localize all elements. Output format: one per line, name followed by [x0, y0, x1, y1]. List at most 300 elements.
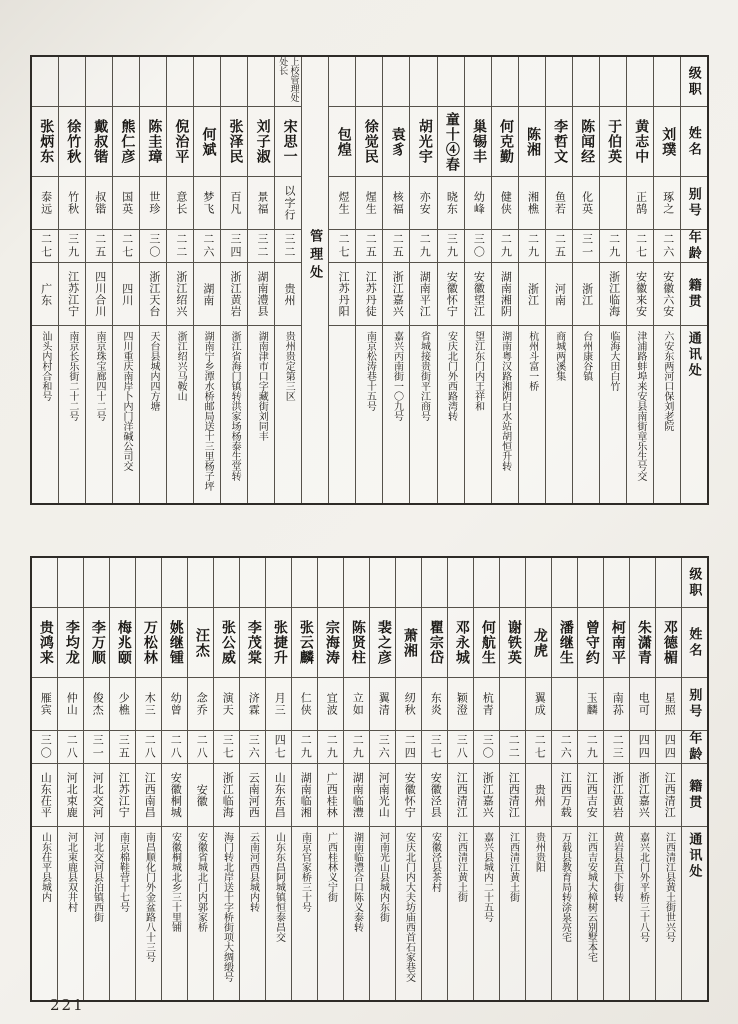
alias-cell — [188, 678, 213, 731]
native-cell — [492, 263, 518, 326]
age-cell — [573, 230, 599, 263]
header-address-label: 通讯处 — [687, 832, 703, 880]
age-text: 二八 — [195, 734, 208, 760]
address-cell — [500, 827, 525, 1000]
name-text: 贵鸿来 — [37, 620, 53, 665]
native-cell — [113, 263, 139, 326]
native-text: 山东茌平 — [39, 772, 52, 818]
address-text: 嘉兴县城内二十五号 — [481, 832, 493, 922]
address-cell — [474, 827, 499, 1000]
native-text: 江苏丹徒 — [364, 271, 377, 317]
address-text: 山东东昌阿城镇恒泰昌交 — [273, 832, 285, 942]
age-cell — [329, 230, 355, 263]
alias-cell — [573, 177, 599, 230]
alias-cell — [627, 177, 653, 230]
age-text: 二八 — [65, 734, 78, 760]
alias-cell — [59, 177, 85, 230]
name-cell — [492, 107, 518, 177]
native-text: 贵州 — [533, 783, 546, 807]
name-cell — [344, 608, 369, 678]
alias-cell — [275, 177, 301, 230]
native-cell — [162, 764, 187, 827]
name-text: 徐觉民 — [362, 119, 378, 164]
address-cell — [266, 827, 291, 1000]
name-text: 袁豸 — [389, 126, 405, 157]
address-text: 贵州贵定第三区 — [283, 331, 295, 401]
name-cell — [59, 107, 85, 177]
alias-cell — [240, 678, 265, 731]
age-text: 二七 — [120, 233, 133, 259]
rank-cell — [292, 558, 317, 608]
alias-cell — [110, 678, 135, 731]
address-cell — [58, 827, 83, 1000]
register-column — [317, 558, 343, 1000]
alias-cell — [162, 678, 187, 731]
address-text: 湖南津市口字藏街刘同丰 — [256, 331, 268, 441]
age-text: 二九 — [526, 233, 539, 259]
header-native-label: 籍贯 — [687, 779, 703, 811]
address-cell — [275, 326, 301, 503]
alias-text: 化英 — [580, 191, 593, 215]
name-text: 何斌 — [200, 126, 216, 157]
address-cell — [292, 827, 317, 1000]
address-cell — [410, 326, 436, 503]
age-cell — [113, 230, 139, 263]
age-text: 三〇 — [147, 233, 160, 259]
alias-cell — [383, 177, 409, 230]
address-text: 安徽桐城北乡三十里铺 — [169, 832, 181, 932]
age-text: 二六 — [201, 233, 214, 259]
address-cell — [110, 827, 135, 1000]
alias-text: 木三 — [143, 692, 156, 716]
age-text: 二九 — [325, 734, 338, 760]
age-cell — [370, 731, 395, 764]
alias-cell — [438, 177, 464, 230]
native-text: 浙江天台 — [147, 271, 160, 317]
alias-cell — [578, 678, 603, 731]
register-column — [213, 558, 239, 1000]
name-text: 李茂棠 — [245, 620, 261, 665]
register-column — [437, 57, 464, 503]
name-text: 陈圭璋 — [146, 119, 162, 164]
alias-cell — [422, 678, 447, 731]
age-text: 三六 — [247, 734, 260, 760]
age-cell — [500, 731, 525, 764]
age-text: 二七 — [337, 233, 350, 259]
name-text: 胡光宇 — [416, 119, 432, 164]
age-cell — [275, 230, 301, 263]
address-cell — [383, 326, 409, 503]
address-text: 杭州斗富一桥 — [526, 331, 538, 391]
register-column — [409, 57, 436, 503]
name-cell — [248, 107, 274, 177]
address-cell — [448, 827, 473, 1000]
address-cell — [578, 827, 603, 1000]
name-text: 邓德楣 — [661, 620, 677, 665]
address-text: 台州康谷镇 — [580, 331, 592, 381]
name-text: 龙虎 — [531, 627, 547, 658]
native-text: 浙江嘉兴 — [637, 772, 650, 818]
name-cell — [167, 107, 193, 177]
name-cell — [58, 608, 83, 678]
register-column — [187, 558, 213, 1000]
address-cell — [396, 827, 421, 1000]
age-text: 四四 — [637, 734, 650, 760]
name-text: 柯南平 — [609, 620, 625, 665]
name-cell — [318, 608, 343, 678]
register-column — [193, 57, 220, 503]
age-cell — [474, 731, 499, 764]
alias-text: 星照 — [663, 692, 676, 716]
register-column — [395, 558, 421, 1000]
native-cell — [627, 263, 653, 326]
register-column — [599, 57, 626, 503]
age-cell — [604, 731, 629, 764]
rank-cell — [410, 57, 436, 107]
rank-cell — [422, 558, 447, 608]
name-text: 巢锡丰 — [470, 119, 486, 164]
native-text: 江西南昌 — [143, 772, 156, 818]
address-text: 安庆北门内大夫坊庙西首石家巷交 — [403, 832, 415, 982]
age-cell — [136, 731, 161, 764]
address-text: 南京棉鞋营十七号 — [117, 832, 129, 912]
native-text: 安徽望江 — [472, 271, 485, 317]
name-cell — [162, 608, 187, 678]
alias-text: 电可 — [637, 692, 650, 716]
register-column — [139, 57, 166, 503]
register-column — [572, 57, 599, 503]
age-cell — [422, 731, 447, 764]
name-cell — [630, 608, 655, 678]
native-cell — [266, 764, 291, 827]
age-text: 二九 — [607, 233, 620, 259]
register-column — [85, 57, 112, 503]
age-cell — [383, 230, 409, 263]
native-cell — [630, 764, 655, 827]
register-column — [491, 57, 518, 503]
alias-cell — [318, 678, 343, 731]
native-text: 安徽泾县 — [429, 772, 442, 818]
address-text: 嘉兴北门外平桥三十八号 — [637, 832, 649, 942]
age-text: 三一 — [91, 734, 104, 760]
name-cell — [136, 608, 161, 678]
age-text: 二六 — [661, 233, 674, 259]
age-text: 三四 — [228, 233, 241, 259]
name-cell — [370, 608, 395, 678]
alias-text: 演天 — [221, 692, 234, 716]
native-text: 湖南临澧 — [351, 772, 364, 818]
native-text: 浙江黄岩 — [611, 772, 624, 818]
age-text: 二三 — [611, 734, 624, 760]
register-column — [166, 57, 193, 503]
age-cell — [318, 731, 343, 764]
native-cell — [438, 263, 464, 326]
alias-text: 百凡 — [228, 191, 241, 215]
native-text: 浙江黄岩 — [228, 271, 241, 317]
address-text: 南昌顺化门外金盆路八十三号 — [143, 832, 155, 962]
name-cell — [410, 107, 436, 177]
alias-text: 玉麟 — [585, 692, 598, 716]
alias-cell — [552, 678, 577, 731]
alias-text: 意长 — [174, 191, 187, 215]
rank-cell — [500, 558, 525, 608]
name-text: 刘子淑 — [254, 119, 270, 164]
name-cell — [600, 107, 626, 177]
alias-cell — [266, 678, 291, 731]
native-text: 广西桂林 — [325, 772, 338, 818]
alias-text: 世珍 — [147, 191, 160, 215]
header-address-cell — [682, 827, 707, 1000]
native-cell — [214, 764, 239, 827]
name-text: 张公威 — [219, 620, 235, 665]
address-text: 黄岩县直下街转 — [611, 832, 623, 902]
rank-cell — [383, 57, 409, 107]
address-cell — [344, 827, 369, 1000]
alias-text: 俊杰 — [91, 692, 104, 716]
address-text: 安徽泾县茶村 — [429, 832, 441, 892]
register-table-bottom — [30, 556, 709, 1002]
address-cell — [465, 326, 491, 503]
alias-text: 鱼若 — [553, 191, 566, 215]
rank-cell — [318, 558, 343, 608]
rank-cell — [59, 57, 85, 107]
name-cell — [266, 608, 291, 678]
name-text: 张泽民 — [227, 119, 243, 164]
age-cell — [344, 731, 369, 764]
alias-cell — [221, 177, 247, 230]
age-text: 三〇 — [39, 734, 52, 760]
name-cell — [438, 107, 464, 177]
name-text: 谢铁英 — [505, 620, 521, 665]
name-cell — [500, 608, 525, 678]
alias-cell — [58, 678, 83, 731]
register-column — [161, 558, 187, 1000]
name-cell — [422, 608, 447, 678]
address-cell — [240, 827, 265, 1000]
age-cell — [410, 230, 436, 263]
address-text: 湖南宁乡潭水桥邮局送十三里杨子坪 — [202, 331, 214, 491]
header-alias-cell — [682, 678, 707, 731]
alias-cell — [492, 177, 518, 230]
rank-cell — [627, 57, 653, 107]
rank-cell — [214, 558, 239, 608]
age-cell — [630, 731, 655, 764]
register-column — [109, 558, 135, 1000]
age-text: 三一 — [580, 233, 593, 259]
address-text: 万载县教育局转涂泉亮宅 — [559, 832, 571, 942]
name-cell — [140, 107, 166, 177]
header-rank-label: 级职 — [686, 65, 702, 98]
native-cell — [656, 764, 681, 827]
age-text: 二五 — [553, 233, 566, 259]
native-cell — [422, 764, 447, 827]
name-cell — [656, 608, 681, 678]
name-text: 倪治平 — [173, 119, 189, 164]
age-cell — [32, 731, 57, 764]
native-cell — [526, 764, 551, 827]
native-text: 贵州 — [283, 282, 296, 306]
address-text: 四川重庆南岸卜内门洋碱公司交 — [120, 331, 132, 471]
register-column — [58, 57, 85, 503]
alias-cell — [370, 678, 395, 731]
age-cell — [438, 230, 464, 263]
rank-cell — [448, 558, 473, 608]
address-text: 津浦路蚌埠来安县南街章乐生号交 — [634, 331, 646, 481]
rank-cell — [86, 57, 112, 107]
header-age-label: 年龄 — [686, 230, 702, 262]
header-column — [681, 558, 707, 1000]
native-cell — [578, 764, 603, 827]
name-text: 戴叔锴 — [92, 119, 108, 164]
native-text: 江苏丹阳 — [337, 271, 350, 317]
register-column — [343, 558, 369, 1000]
rank-cell — [519, 57, 545, 107]
name-cell — [292, 608, 317, 678]
rank-cell — [630, 558, 655, 608]
register-column — [473, 558, 499, 1000]
alias-cell — [344, 678, 369, 731]
name-cell — [526, 608, 551, 678]
address-cell — [604, 827, 629, 1000]
address-cell — [84, 827, 109, 1000]
native-cell — [240, 764, 265, 827]
name-cell — [383, 107, 409, 177]
address-text: 安庆北门外西路湾转 — [445, 331, 457, 421]
alias-cell — [113, 177, 139, 230]
name-cell — [194, 107, 220, 177]
alias-cell — [410, 177, 436, 230]
age-cell — [552, 731, 577, 764]
alias-text: 煋生 — [364, 191, 377, 215]
native-text: 湖南平江 — [418, 271, 431, 317]
address-cell — [32, 326, 58, 503]
rank-cell — [654, 57, 680, 107]
native-cell — [136, 764, 161, 827]
header-age-label: 年龄 — [687, 731, 703, 763]
address-text: 湖南粤汉路湘阴白水站胡恒升转 — [499, 331, 511, 471]
name-text: 陈贤柱 — [349, 620, 365, 665]
native-text: 江西清江 — [663, 772, 676, 818]
address-cell — [422, 827, 447, 1000]
age-cell — [32, 230, 58, 263]
name-cell — [546, 107, 572, 177]
age-text: 三九 — [66, 233, 79, 259]
rank-cell — [136, 558, 161, 608]
name-text: 裴之彦 — [375, 620, 391, 665]
register-table-top — [30, 55, 709, 505]
rank-cell — [546, 57, 572, 107]
native-cell — [140, 263, 166, 326]
alias-text: 湘樵 — [526, 191, 539, 215]
name-cell — [474, 608, 499, 678]
age-text: 三六 — [377, 734, 390, 760]
address-text: 广西桂林义宁街 — [325, 832, 337, 902]
name-cell — [32, 107, 58, 177]
name-text: 陈闻经 — [579, 119, 595, 164]
alias-text: 纫秋 — [403, 692, 416, 716]
rank-cell — [162, 558, 187, 608]
register-column — [603, 558, 629, 1000]
alias-cell — [500, 678, 525, 731]
address-text: 南京官家桥三十号 — [299, 832, 311, 912]
address-cell — [194, 326, 220, 503]
alias-text: 雁宾 — [39, 692, 52, 716]
alias-cell — [248, 177, 274, 230]
alias-cell — [292, 678, 317, 731]
name-cell — [188, 608, 213, 678]
rank-cell — [578, 558, 603, 608]
age-cell — [84, 731, 109, 764]
name-text: 潘继生 — [557, 620, 573, 665]
address-cell — [656, 827, 681, 1000]
alias-text: 颖澄 — [455, 692, 468, 716]
alias-cell — [194, 177, 220, 230]
address-cell — [654, 326, 680, 503]
address-text: 河南光山县城内东街 — [377, 832, 389, 922]
alias-text: 健侠 — [499, 191, 512, 215]
native-cell — [396, 764, 421, 827]
age-text: 二九 — [299, 734, 312, 760]
alias-text: 以字行 — [283, 185, 296, 221]
page-number: 221 — [50, 996, 85, 1014]
address-cell — [552, 827, 577, 1000]
address-cell — [136, 827, 161, 1000]
register-column — [355, 57, 382, 503]
address-text: 南京松涛巷十五号 — [364, 331, 376, 411]
age-text: 四七 — [273, 734, 286, 760]
header-address-label: 通讯处 — [686, 331, 702, 379]
register-column — [112, 57, 139, 503]
alias-text: 国英 — [120, 191, 133, 215]
name-text: 童十④春 — [443, 111, 459, 172]
native-cell — [344, 764, 369, 827]
name-cell — [86, 107, 112, 177]
native-cell — [370, 764, 395, 827]
rank-text: 上校管理处处长 — [278, 57, 300, 102]
header-alias-cell — [681, 177, 707, 230]
name-text: 曾守约 — [583, 620, 599, 665]
alias-text: 月三 — [273, 692, 286, 716]
rank-cell — [465, 57, 491, 107]
age-cell — [162, 731, 187, 764]
alias-text: 南荪 — [611, 692, 624, 716]
name-cell — [396, 608, 421, 678]
age-cell — [656, 731, 681, 764]
native-text: 江西清江 — [507, 772, 520, 818]
native-cell — [32, 764, 57, 827]
age-text: 二二 — [507, 734, 520, 760]
register-column — [464, 57, 491, 503]
address-text: 汕头内村合和号 — [39, 331, 51, 401]
age-cell — [110, 731, 135, 764]
rank-cell — [113, 57, 139, 107]
native-text: 浙江临海 — [221, 772, 234, 818]
alias-cell — [396, 678, 421, 731]
name-cell — [519, 107, 545, 177]
native-cell — [474, 764, 499, 827]
name-text: 黄志中 — [633, 119, 649, 164]
name-text: 邓永城 — [453, 620, 469, 665]
name-text: 姚继锺 — [167, 620, 183, 665]
rank-cell — [58, 558, 83, 608]
age-text: 二五 — [93, 233, 106, 259]
address-cell — [519, 326, 545, 503]
header-age-cell — [681, 230, 707, 263]
native-cell — [188, 764, 213, 827]
address-text: 云南河西县城内转 — [247, 832, 259, 912]
native-cell — [465, 263, 491, 326]
age-text: 三七 — [221, 734, 234, 760]
